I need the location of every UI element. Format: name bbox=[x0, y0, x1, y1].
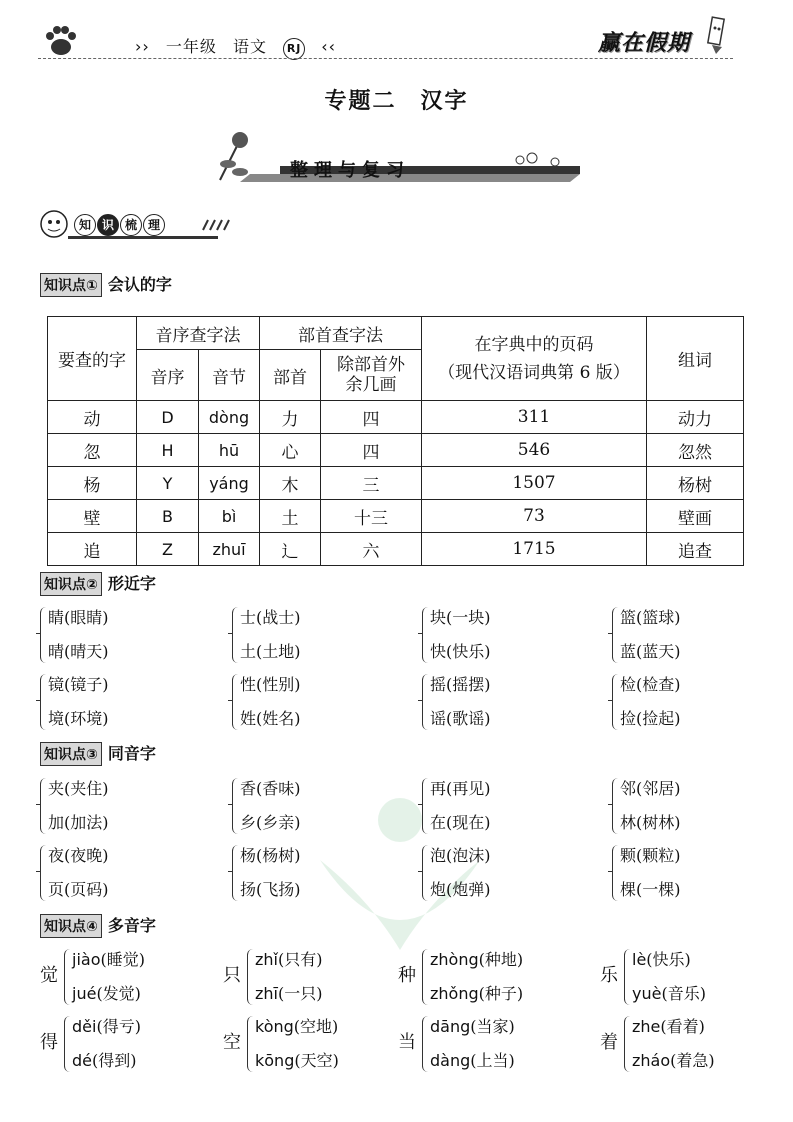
reading-line bbox=[255, 977, 322, 1011]
cell-radical: 土 bbox=[260, 500, 321, 533]
cell-char: 杨 bbox=[48, 467, 137, 500]
reading-line bbox=[72, 1010, 141, 1044]
similar-pair bbox=[40, 601, 109, 669]
cell-radical: 心 bbox=[260, 434, 321, 467]
header-cell: 部首查字法 bbox=[260, 317, 422, 350]
pair-line: 谣(歌谣) bbox=[430, 709, 491, 728]
banner-title: 整理与复习 bbox=[290, 160, 410, 181]
cell-strokes: 六 bbox=[321, 533, 422, 566]
pair-line: 颗(颗粒) bbox=[620, 846, 681, 865]
reading-line bbox=[255, 1010, 339, 1044]
pair-line: 邻(邻居) bbox=[620, 779, 681, 798]
cell-initial: Z bbox=[137, 533, 199, 566]
brand-logo: 赢在假期 bbox=[598, 30, 691, 56]
cell-radical: 木 bbox=[260, 467, 321, 500]
cell-initial: H bbox=[137, 434, 199, 467]
badge-char: 识 bbox=[97, 214, 119, 236]
pinyin: dàng bbox=[430, 1051, 471, 1070]
section-title: 形近字 bbox=[107, 574, 156, 593]
example-word: (着急) bbox=[670, 1051, 715, 1070]
reading-line bbox=[430, 1010, 515, 1044]
cell-strokes: 四 bbox=[321, 401, 422, 434]
pair-line: 林(树林) bbox=[620, 813, 681, 832]
subject-label: 语文 bbox=[233, 37, 268, 56]
cell-page: 546 bbox=[422, 434, 647, 467]
pair-line: 晴(晴天) bbox=[48, 642, 109, 661]
pair-line: 检(检查) bbox=[620, 675, 681, 694]
section-title: 多音字 bbox=[107, 916, 156, 935]
homophone-pair bbox=[40, 772, 109, 840]
grade-label: 一年级 bbox=[165, 37, 217, 56]
pair-line: 土(土地) bbox=[240, 642, 301, 661]
cell-initial: Y bbox=[137, 467, 199, 500]
pinyin: děi bbox=[72, 1017, 97, 1036]
example-word: (只有) bbox=[277, 950, 323, 969]
section-tag: 知识点③ bbox=[40, 742, 102, 766]
pair-line: 捡(捡起) bbox=[620, 709, 681, 728]
pair-line: 睛(眼睛) bbox=[48, 608, 109, 627]
example-word: (天空) bbox=[294, 1051, 339, 1070]
pair-line: 杨(杨树) bbox=[240, 846, 301, 865]
cell-page: 1507 bbox=[422, 467, 647, 500]
pair-line: 块(一块) bbox=[430, 608, 491, 627]
cell-word: 动力 bbox=[647, 401, 744, 434]
reading-line bbox=[255, 943, 322, 977]
flower-icon bbox=[220, 132, 248, 180]
cell-initial: D bbox=[137, 401, 199, 434]
similar-pair bbox=[612, 668, 681, 736]
reading-line bbox=[632, 943, 706, 977]
cell-word: 忽然 bbox=[647, 434, 744, 467]
badge-char: 理 bbox=[143, 214, 165, 236]
pinyin: zhe bbox=[632, 1017, 661, 1036]
polyphone-char: 着 bbox=[600, 1032, 618, 1053]
pinyin: zhǒng bbox=[430, 984, 479, 1003]
cell-char: 忽 bbox=[48, 434, 137, 467]
pinyin: jiào bbox=[72, 950, 101, 969]
cell-page: 1715 bbox=[422, 533, 647, 566]
section-heading bbox=[40, 913, 156, 938]
homophone-pair bbox=[612, 839, 681, 907]
header-cell-line: 余几画 bbox=[345, 375, 397, 395]
cell-strokes: 三 bbox=[321, 467, 422, 500]
reading-line bbox=[72, 977, 145, 1011]
badge-char: 知 bbox=[74, 214, 96, 236]
similar-pair bbox=[422, 668, 491, 736]
topic-title: 专题二 汉字 bbox=[324, 89, 469, 114]
section-heading bbox=[40, 741, 156, 766]
pair-line: 炮(炮弹) bbox=[430, 880, 491, 899]
pair-line: 士(战士) bbox=[240, 608, 301, 627]
pinyin: yuè bbox=[632, 984, 662, 1003]
homophone-pair bbox=[232, 839, 301, 907]
header-cell: 音序 bbox=[137, 350, 199, 401]
example-word: (空地) bbox=[293, 1017, 339, 1036]
header-cell-line: 除部首外 bbox=[337, 355, 405, 375]
table-row bbox=[48, 401, 744, 434]
arrow-right-icon: ›› bbox=[135, 37, 150, 56]
pair-line: 境(环境) bbox=[48, 709, 109, 728]
cell-syllable: dòng bbox=[199, 401, 260, 434]
pinyin: zháo bbox=[632, 1051, 671, 1070]
pinyin: dé bbox=[72, 1051, 92, 1070]
arrow-left-icon: ‹‹ bbox=[321, 37, 336, 56]
cell-strokes: 十三 bbox=[321, 500, 422, 533]
paw-icon bbox=[44, 24, 78, 58]
pair-line: 在(现在) bbox=[430, 813, 491, 832]
cell-char: 壁 bbox=[48, 500, 137, 533]
section-heading bbox=[40, 571, 156, 596]
badge-char: 梳 bbox=[120, 214, 142, 236]
homophone-pair bbox=[40, 839, 109, 907]
cell-word: 追查 bbox=[647, 533, 744, 566]
example-word: (睡觉) bbox=[100, 950, 145, 969]
example-word: (得亏) bbox=[96, 1017, 141, 1036]
reading-line bbox=[430, 943, 523, 977]
example-word: (种子) bbox=[478, 984, 524, 1003]
header-cell: 音序查字法 bbox=[137, 317, 260, 350]
reading-line bbox=[255, 1044, 339, 1078]
polyphone-char: 空 bbox=[223, 1032, 241, 1053]
example-word: (上当) bbox=[470, 1051, 515, 1070]
polyphone-char: 只 bbox=[223, 965, 241, 986]
example-word: (得到) bbox=[92, 1051, 137, 1070]
grade-subject-line bbox=[135, 34, 346, 60]
table-row bbox=[48, 434, 744, 467]
pair-line: 快(快乐) bbox=[430, 642, 491, 661]
cell-page: 73 bbox=[422, 500, 647, 533]
similar-pair bbox=[232, 601, 301, 669]
pencil-mascot-icon bbox=[704, 14, 728, 54]
header-cell: 部首 bbox=[260, 350, 321, 401]
pinyin: lè bbox=[632, 950, 647, 969]
pair-line: 乡(乡亲) bbox=[240, 813, 301, 832]
section-heading bbox=[40, 272, 172, 297]
section-title: 会认的字 bbox=[107, 275, 172, 294]
pinyin: kōng bbox=[255, 1051, 295, 1070]
reading-line bbox=[430, 1044, 515, 1078]
edition-badge: RJ bbox=[283, 38, 305, 60]
homophone-pair bbox=[232, 772, 301, 840]
reading-line bbox=[632, 1010, 715, 1044]
similar-pair bbox=[232, 668, 301, 736]
polyphone-char: 觉 bbox=[40, 965, 58, 986]
table-row bbox=[48, 533, 744, 566]
pair-line: 泡(泡沫) bbox=[430, 846, 491, 865]
pair-line: 再(再见) bbox=[430, 779, 491, 798]
pair-line: 篮(篮球) bbox=[620, 608, 681, 627]
pair-line: 香(香味) bbox=[240, 779, 301, 798]
section-tag: 知识点② bbox=[40, 572, 102, 596]
cell-page: 311 bbox=[422, 401, 647, 434]
cell-word: 杨树 bbox=[647, 467, 744, 500]
cell-syllable: yáng bbox=[199, 467, 260, 500]
section-tag: 知识点④ bbox=[40, 914, 102, 938]
polyphone-char: 得 bbox=[40, 1032, 58, 1053]
pair-line: 扬(飞扬) bbox=[240, 880, 301, 899]
example-word: (一只) bbox=[277, 984, 323, 1003]
example-word: (看着) bbox=[660, 1017, 705, 1036]
section-title: 同音字 bbox=[107, 744, 156, 763]
pinyin: zhǐ bbox=[255, 950, 278, 969]
reading-line bbox=[430, 977, 523, 1011]
header-cell-line: 在字典中的页码 bbox=[474, 334, 594, 355]
polyphone-char: 当 bbox=[398, 1032, 416, 1053]
polyphone-char: 种 bbox=[398, 965, 416, 986]
header-cell bbox=[422, 317, 647, 401]
pinyin: kòng bbox=[255, 1017, 294, 1036]
header-divider bbox=[38, 58, 733, 59]
pair-line: 摇(摇摆) bbox=[430, 675, 491, 694]
similar-pair bbox=[612, 601, 681, 669]
reading-line bbox=[72, 943, 145, 977]
similar-pair bbox=[422, 601, 491, 669]
reading-line bbox=[632, 1044, 715, 1078]
dictionary-lookup-table bbox=[47, 316, 744, 566]
cell-syllable: hū bbox=[199, 434, 260, 467]
pair-line: 性(性别) bbox=[240, 675, 301, 694]
section-tag: 知识点① bbox=[40, 273, 102, 297]
pair-line: 加(加法) bbox=[48, 813, 109, 832]
pair-line: 镜(镜子) bbox=[48, 675, 109, 694]
pair-line: 页(页码) bbox=[48, 880, 109, 899]
table-row bbox=[48, 467, 744, 500]
pair-line: 棵(一棵) bbox=[620, 880, 681, 899]
knowledge-summary-badge bbox=[38, 206, 238, 240]
example-word: (发觉) bbox=[96, 984, 141, 1003]
pair-line: 夜(夜晚) bbox=[48, 846, 109, 865]
pinyin: zhī bbox=[255, 984, 278, 1003]
pair-line: 姓(姓名) bbox=[240, 709, 301, 728]
homophone-pair bbox=[612, 772, 681, 840]
header-cell: 组词 bbox=[647, 317, 744, 401]
header-cell-line: （现代汉语词典第 6 版） bbox=[438, 362, 630, 383]
pinyin: jué bbox=[72, 984, 97, 1003]
cell-initial: B bbox=[137, 500, 199, 533]
example-word: (种地) bbox=[478, 950, 524, 969]
reading-line bbox=[72, 1044, 141, 1078]
homophone-pair bbox=[422, 772, 491, 840]
header-cell bbox=[321, 350, 422, 401]
table-row bbox=[48, 500, 744, 533]
pinyin: dāng bbox=[430, 1017, 471, 1036]
header-cell: 音节 bbox=[199, 350, 260, 401]
cell-word: 壁画 bbox=[647, 500, 744, 533]
header-cell: 要查的字 bbox=[48, 317, 137, 401]
cell-radical: 力 bbox=[260, 401, 321, 434]
cell-syllable: bì bbox=[199, 500, 260, 533]
reading-line bbox=[632, 977, 706, 1011]
cell-char: 动 bbox=[48, 401, 137, 434]
cell-radical: 辶 bbox=[260, 533, 321, 566]
cell-strokes: 四 bbox=[321, 434, 422, 467]
pair-line: 蓝(蓝天) bbox=[620, 642, 681, 661]
example-word: (当家) bbox=[470, 1017, 515, 1036]
cell-syllable: zhuī bbox=[199, 533, 260, 566]
table-header-row bbox=[48, 317, 744, 350]
polyphone-char: 乐 bbox=[600, 965, 618, 986]
similar-pair bbox=[40, 668, 109, 736]
page-header bbox=[0, 0, 793, 64]
example-word: (快乐) bbox=[646, 950, 691, 969]
pair-line: 夹(夹住) bbox=[48, 779, 109, 798]
example-word: (音乐) bbox=[661, 984, 706, 1003]
cell-char: 追 bbox=[48, 533, 137, 566]
homophone-pair bbox=[422, 839, 491, 907]
pinyin: zhòng bbox=[430, 950, 479, 969]
